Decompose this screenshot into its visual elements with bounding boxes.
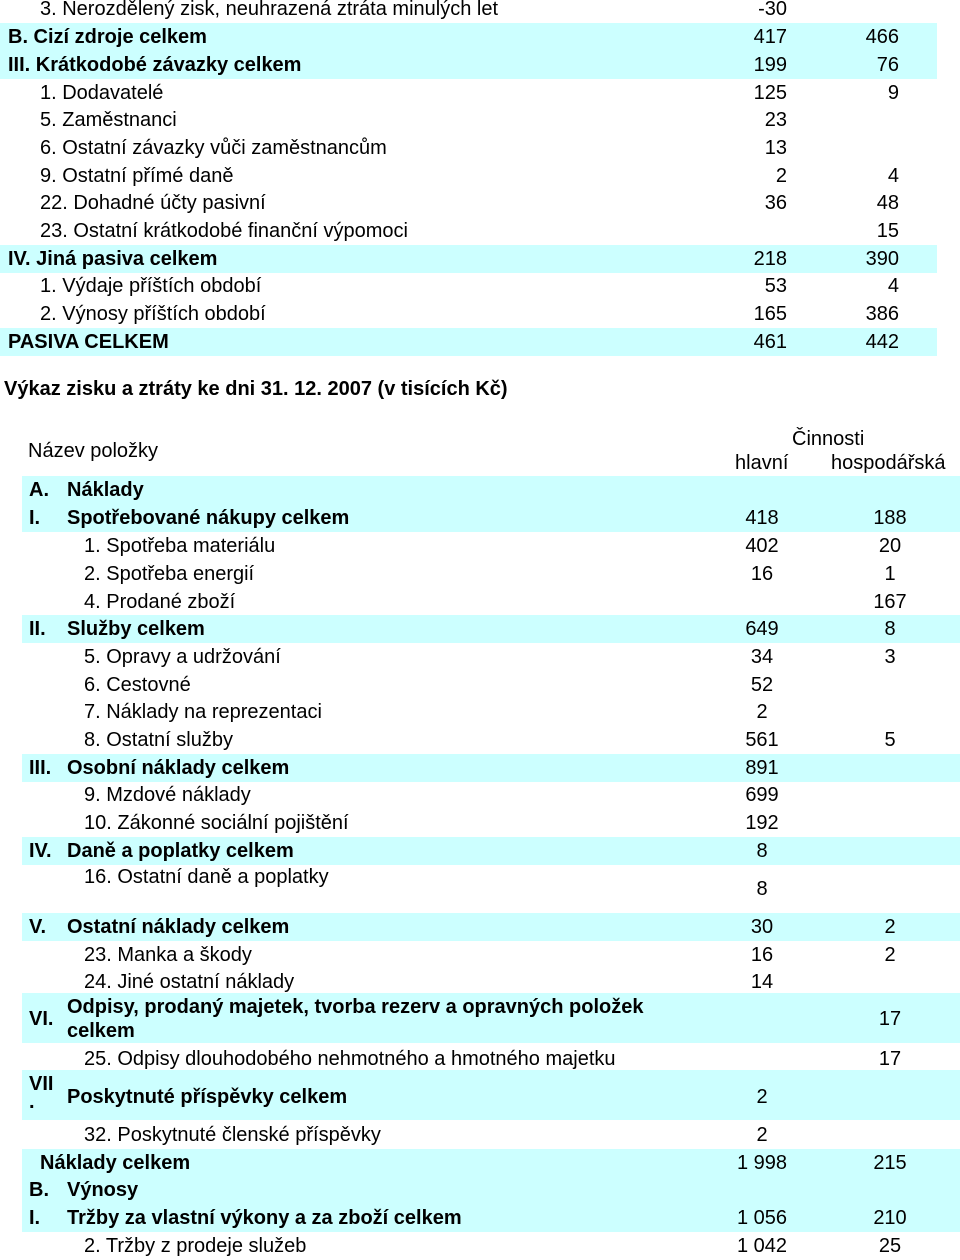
row-label: 5. Opravy a udržování [84, 646, 281, 668]
cell-main: 8 [756, 840, 768, 862]
cell-main: 16 [750, 563, 774, 585]
cell-main: 2 [756, 1124, 768, 1146]
cell-main: 192 [745, 812, 779, 834]
table-row [22, 754, 960, 782]
row-label: Ostatní náklady celkem [67, 916, 290, 938]
header-activity: Činnosti [792, 428, 865, 450]
row-label: 6. Cestovné [84, 674, 191, 696]
row-label: Daně a poplatky celkem [67, 840, 294, 862]
row-label: 24. Jiné ostatní náklady [84, 971, 295, 993]
cell-previous: 15 [876, 220, 899, 242]
row-label: 23. Manka a škody [84, 944, 252, 966]
cell-main: 2 [756, 1086, 768, 1108]
table-row [22, 837, 960, 865]
balance-row [0, 189, 937, 217]
table-row [22, 726, 960, 754]
balance-row [0, 272, 937, 300]
cell-previous: 4 [887, 165, 899, 187]
table-row [22, 698, 960, 726]
cell-current: 36 [764, 192, 787, 214]
row-label: Osobní náklady celkem [67, 757, 290, 779]
row-number: A. [29, 479, 49, 501]
cell-main: 1 056 [736, 1207, 788, 1229]
cell-main: 2 [756, 701, 768, 723]
balance-row [0, 217, 937, 245]
cell-economic: 2 [884, 944, 896, 966]
report-title: Výkaz zisku a ztráty ke dni 31. 12. 2007 (v tisících Kč) [4, 378, 508, 400]
row-number-line2: . [29, 1091, 35, 1113]
cell-economic: 215 [873, 1152, 907, 1174]
table-row [22, 993, 960, 1043]
row-label: 1. Výdaje příštích období [40, 275, 262, 297]
row-number: II. [29, 618, 46, 640]
balance-row [0, 23, 937, 51]
row-label: 10. Zákonné sociální pojištění [84, 812, 349, 834]
balance-row [0, 328, 937, 356]
cell-economic: 5 [884, 729, 896, 751]
table-row [22, 863, 960, 913]
cell-previous: 76 [876, 54, 899, 76]
cell-main: 1 042 [736, 1235, 788, 1257]
row-label: 2. Výnosy příštích období [40, 303, 266, 325]
cell-current: 218 [753, 248, 787, 270]
table-row [22, 781, 960, 809]
cell-current: 2 [775, 165, 787, 187]
cell-current: 461 [753, 331, 787, 353]
balance-row [0, 51, 937, 79]
row-number: B. [29, 1179, 49, 1201]
table-row [22, 1176, 960, 1204]
cell-main: 649 [745, 618, 779, 640]
cell-main: 418 [745, 507, 779, 529]
table-row [22, 588, 960, 616]
table-row [22, 671, 960, 699]
cell-main: 402 [745, 535, 779, 557]
row-label: 4. Prodané zboží [84, 591, 236, 613]
row-label: 3. Nerozdělený zisk, neuhrazená ztráta minulých let [40, 0, 499, 20]
row-label-line2: celkem [67, 1020, 135, 1042]
row-label: Služby celkem [67, 618, 205, 640]
table-row [22, 1204, 960, 1232]
row-label: Výnosy [67, 1179, 139, 1201]
cell-previous: 442 [865, 331, 899, 353]
balance-row [0, 106, 937, 134]
cell-economic: 3 [884, 646, 896, 668]
row-label: Náklady [67, 479, 144, 501]
table-row [22, 1149, 960, 1177]
cell-main: 30 [750, 916, 774, 938]
table-row [22, 615, 960, 643]
row-number: I. [29, 507, 41, 529]
cell-previous: 48 [876, 192, 899, 214]
table-row [22, 532, 960, 560]
cell-previous: 4 [887, 275, 899, 297]
row-label: 9. Ostatní přímé daně [40, 165, 234, 187]
cell-main: 8 [756, 878, 768, 900]
cell-main: 16 [750, 944, 774, 966]
table-row [22, 476, 960, 504]
row-number: V. [29, 916, 47, 938]
header-item-name: Název položky [28, 440, 159, 462]
row-label: 32. Poskytnuté členské příspěvky [84, 1124, 381, 1146]
row-label: 9. Mzdové náklady [84, 784, 251, 806]
row-label: 1. Spotřeba materiálu [84, 535, 276, 557]
cell-previous: 9 [887, 82, 899, 104]
row-label: B. Cizí zdroje celkem [8, 26, 207, 48]
cell-main: 34 [750, 646, 774, 668]
header-main-activity: hlavní [735, 452, 789, 474]
cell-economic: 8 [884, 618, 896, 640]
cell-previous: 390 [865, 248, 899, 270]
cell-current: -30 [758, 0, 787, 20]
cell-main: 561 [745, 729, 779, 751]
row-label: 2. Tržby z prodeje služeb [84, 1235, 307, 1257]
cell-economic: 25 [878, 1235, 902, 1257]
row-number-line1: VII [29, 1073, 54, 1095]
table-row [22, 560, 960, 588]
table-row [22, 1232, 960, 1260]
cell-economic: 2 [884, 916, 896, 938]
row-label: 23. Ostatní krátkodobé finanční výpomoci [40, 220, 408, 242]
balance-row [0, 300, 937, 328]
cell-main: 699 [745, 784, 779, 806]
table-row [22, 643, 960, 671]
balance-row [0, 79, 937, 107]
cell-current: 417 [753, 26, 787, 48]
row-label: 22. Dohadné účty pasivní [40, 192, 266, 214]
cell-economic: 210 [873, 1207, 907, 1229]
row-label: 6. Ostatní závazky vůči zaměstnancům [40, 137, 387, 159]
row-label: Tržby za vlastní výkony a za zboží celkem [67, 1207, 462, 1229]
table-row [22, 809, 960, 837]
cell-economic: 1 [884, 563, 896, 585]
table-row [22, 968, 960, 996]
table-row [22, 504, 960, 532]
row-label: 2. Spotřeba energií [84, 563, 255, 585]
cell-economic: 167 [873, 591, 907, 613]
row-label: 1. Dodavatelé [40, 82, 164, 104]
row-label: 16. Ostatní daně a poplatky [84, 866, 329, 888]
cell-current: 13 [764, 137, 787, 159]
balance-row [0, 245, 937, 273]
cell-current: 53 [764, 275, 787, 297]
cell-economic: 188 [873, 507, 907, 529]
table-row [22, 913, 960, 941]
row-label: 7. Náklady na reprezentaci [84, 701, 322, 723]
cell-current: 165 [753, 303, 787, 325]
row-label: Spotřebované nákupy celkem [67, 507, 350, 529]
row-label: IV. Jiná pasiva celkem [8, 248, 218, 270]
row-label: 25. Odpisy dlouhodobého nehmotného a hmotného majetku [84, 1048, 616, 1070]
cell-economic: 17 [878, 1008, 902, 1030]
header-economic-activity: hospodářská [831, 452, 946, 474]
row-number: III. [29, 757, 52, 779]
cell-economic: 17 [878, 1048, 902, 1070]
row-number: IV. [29, 840, 52, 862]
cell-main: 1 998 [736, 1152, 788, 1174]
row-label: Poskytnuté příspěvky celkem [67, 1086, 348, 1108]
table-row [22, 1121, 960, 1149]
cell-previous: 386 [865, 303, 899, 325]
cell-main: 891 [745, 757, 779, 779]
row-number: I. [29, 1207, 41, 1229]
cell-economic: 20 [878, 535, 902, 557]
table-row [22, 941, 960, 969]
cell-current: 125 [753, 82, 787, 104]
row-label: Náklady celkem [40, 1152, 191, 1174]
balance-row [0, 134, 937, 162]
row-label: III. Krátkodobé závazky celkem [8, 54, 302, 76]
cell-previous: 466 [865, 26, 899, 48]
row-number: VI. [29, 1008, 54, 1030]
cell-main: 52 [750, 674, 774, 696]
cell-current: 199 [753, 54, 787, 76]
table-row [22, 1045, 960, 1073]
balance-row [0, 0, 937, 23]
table-row [22, 1070, 960, 1120]
cell-current: 23 [764, 109, 787, 131]
row-label-line1: Odpisy, prodaný majetek, tvorba rezerv a opravných položek [67, 996, 644, 1018]
row-label: 8. Ostatní služby [84, 729, 233, 751]
row-label: 5. Zaměstnanci [40, 109, 177, 131]
row-label: PASIVA CELKEM [8, 331, 169, 353]
cell-main: 14 [750, 971, 774, 993]
balance-row [0, 162, 937, 190]
